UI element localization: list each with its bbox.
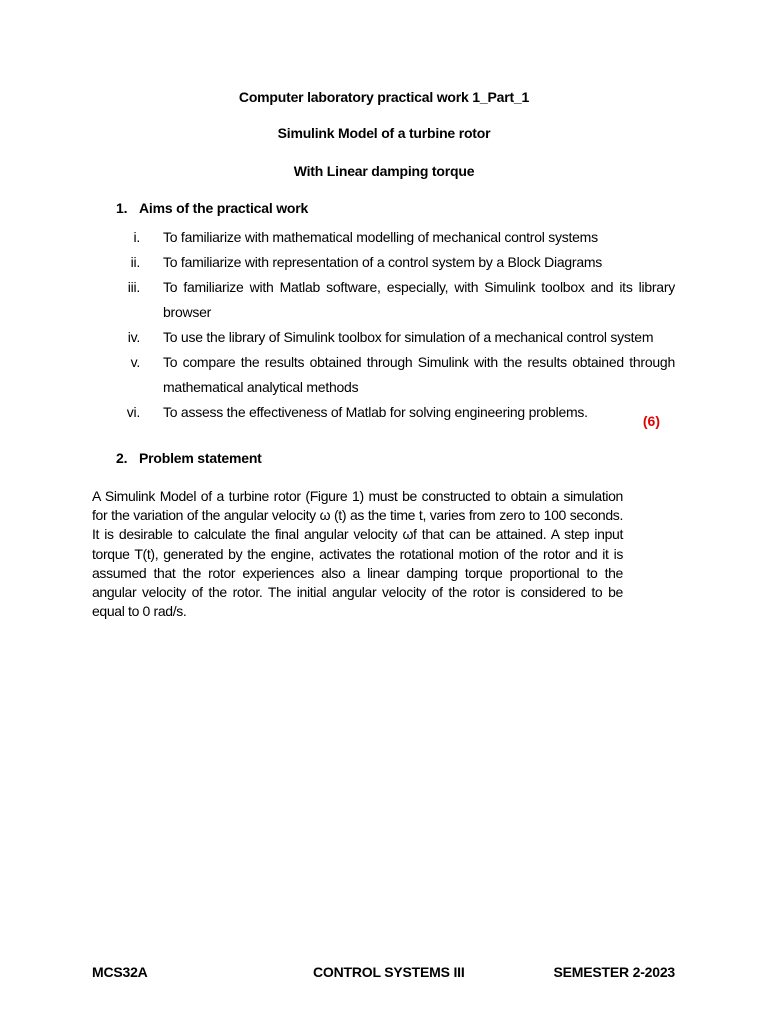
list-numeral: vi. <box>126 404 140 420</box>
list-numeral: iii. <box>127 279 140 295</box>
list-item <box>112 275 675 325</box>
section-title: Problem statement <box>139 450 262 466</box>
document-subtitle: Simulink Model of a turbine rotor <box>277 125 491 141</box>
footer-course-code: MCS32A <box>92 964 148 980</box>
list-numeral: v. <box>130 354 140 370</box>
list-item <box>112 225 675 250</box>
list-item <box>112 350 675 400</box>
list-item <box>112 325 675 350</box>
marks-label: (6) <box>642 413 660 429</box>
problem-statement-paragraph: A Simulink Model of a turbine rotor (Figure 1) must be constructed to obtain a simulation for the variation of the angular velocity ω (t) as the time t, varies from zero to 100 seconds. It is desirable to calculate the final angular velocity ωf that can be attained. A step input torque T(t), generated by the engine, activates the rotational motion of the rotor and it is assumed that the rotor experiences also a linear damping torque proportional to the angular velocity of the rotor. The initial angular velocity of the rotor is considered to be equal to 0 rad/s. <box>92 488 623 620</box>
list-item-text: To familiarize with mathematical modelling of mechanical control systems <box>163 229 598 245</box>
document-subtitle-2: With Linear damping torque <box>293 163 475 179</box>
section-number: 1. <box>116 200 128 216</box>
section-heading-aims <box>116 200 308 216</box>
section-heading-problem <box>116 450 262 466</box>
list-numeral: ii. <box>130 254 140 270</box>
aims-list <box>112 225 675 425</box>
list-item <box>112 250 675 275</box>
list-item-text: To assess the effectiveness of Matlab for solving engineering problems. <box>163 404 588 420</box>
list-item-text: To compare the results obtained through Simulink with the results obtained through mathematical analytical methods <box>163 354 675 395</box>
list-item-text: To familiarize with Matlab software, especially, with Simulink toolbox and its library browser <box>163 279 675 320</box>
footer-course-name: CONTROL SYSTEMS III <box>313 964 465 980</box>
section-number: 2. <box>116 450 128 466</box>
footer-semester: SEMESTER 2-2023 <box>553 964 675 980</box>
list-item-text: To use the library of Simulink toolbox for simulation of a mechanical control system <box>163 329 654 345</box>
list-item <box>112 400 675 425</box>
list-numeral: iv. <box>127 329 140 345</box>
page-footer <box>92 964 675 984</box>
list-item-text: To familiarize with representation of a control system by a Block Diagrams <box>163 254 603 270</box>
document-title: Computer laboratory practical work 1_Part_1 <box>238 89 530 105</box>
list-numeral: i. <box>133 229 140 245</box>
section-title: Aims of the practical work <box>139 200 309 216</box>
